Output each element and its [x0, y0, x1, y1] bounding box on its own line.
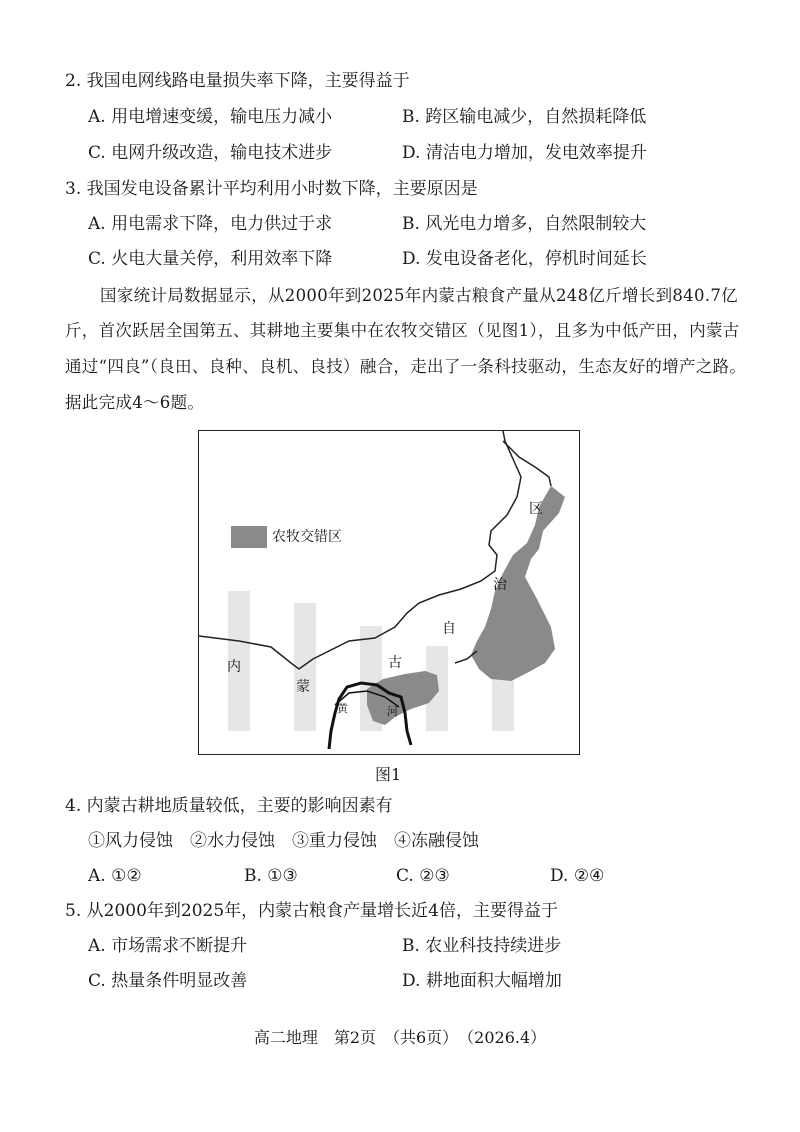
passage-line-4: 据此完成4～6题。: [65, 393, 205, 412]
q5-option-d: D. 耕地面积大幅增加: [402, 971, 562, 991]
q5-option-a: A. 市场需求不断提升: [88, 936, 248, 956]
q2-option-a: A. 用电增速变缓，输电压力减小: [88, 107, 333, 127]
farming-pastoral-zone-east: [471, 486, 565, 681]
question-5-stem: 5. 从2000年到2025年，内蒙古粮食产量增长近4倍，主要得益于: [65, 901, 558, 921]
q2-option-d: D. 清洁电力增加，发电效率提升: [402, 143, 647, 163]
q4-items: ①风力侵蚀 ②水力侵蚀 ③重力侵蚀 ④冻融侵蚀: [88, 831, 479, 851]
q4-option-c: C. ②③: [396, 866, 450, 886]
river-char-he: 河: [387, 705, 398, 718]
legend-label: 农牧交错区: [272, 529, 342, 545]
q5-option-c: C. 热量条件明显改善: [88, 971, 248, 991]
region-char-qu: 区: [529, 501, 543, 517]
region-char-zhi: 治: [493, 577, 507, 593]
q3-option-a: A. 用电需求下降，电力供过于求: [88, 214, 333, 234]
region-char-nei: 内: [227, 659, 241, 675]
q4-option-a: A. ①②: [88, 866, 142, 886]
region-char-meng: 蒙: [296, 679, 310, 695]
q5-option-b: B. 农业科技持续进步: [402, 936, 562, 956]
river-char-huang: 黄: [337, 702, 348, 715]
legend-swatch: [231, 526, 267, 548]
q3-option-d: D. 发电设备老化，停机时间延长: [402, 249, 647, 269]
q4-option-b: B. ①③: [244, 866, 298, 886]
q3-option-b: B. 风光电力增多，自然限制较大: [402, 214, 647, 234]
figure-1-map: [198, 430, 580, 755]
figure-caption: 图1: [375, 765, 402, 784]
q2-option-c: C. 电网升级改造，输电技术进步: [88, 143, 333, 163]
question-4-stem: 4. 内蒙古耕地质量较低，主要的影响因素有: [65, 796, 393, 816]
passage-line-3: 通过“四良”（良田、良种、良机、良技）融合，走出了一条科技驱动，生态友好的增产之路。: [65, 357, 747, 376]
q2-option-b: B. 跨区输电减少，自然损耗降低: [402, 107, 647, 127]
region-char-zi: 自: [442, 621, 456, 637]
question-2-stem: 2. 我国电网线路电量损失率下降，主要得益于: [65, 71, 410, 91]
region-char-gu: 古: [388, 655, 402, 671]
q4-option-d: D. ②④: [550, 866, 605, 886]
q3-option-c: C. 火电大量关停，利用效率下降: [88, 249, 333, 269]
page-footer: 高二地理 第2页 （共6页） （2026.4）: [253, 1028, 547, 1047]
passage-line-1: 国家统计局数据显示，从2000年到2025年内蒙古粮食产量从248亿斤增长到840.7亿: [100, 286, 738, 305]
question-3-stem: 3. 我国发电设备累计平均利用小时数下降，主要原因是: [65, 179, 478, 199]
passage-line-2: 斤，首次跃居全国第五、其耕地主要集中在农牧交错区（见图1），且多为中低产田，内蒙古: [65, 321, 740, 340]
